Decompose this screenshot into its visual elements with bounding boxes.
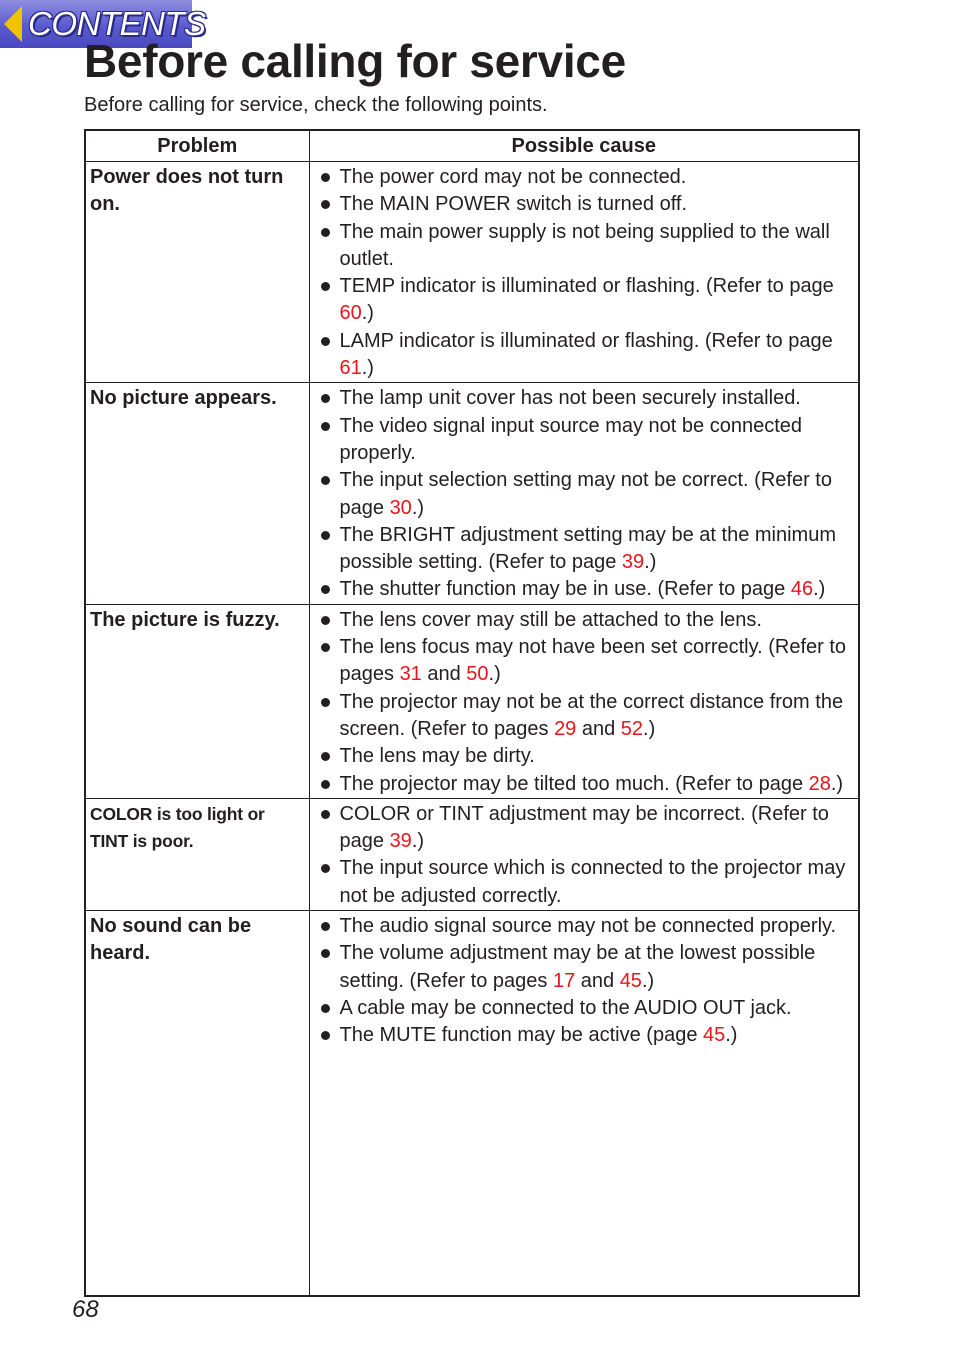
list-item [320, 743, 859, 770]
cause-list [320, 385, 859, 603]
cause-text-end: .) [643, 717, 656, 740]
problem-cell: No picture appears. [85, 383, 309, 604]
table-row [85, 162, 859, 383]
table-body [85, 162, 859, 1296]
table-row [85, 604, 859, 798]
cause-text: TEMP indicator is illuminated or flashing. (Refer to page [339, 275, 834, 298]
list-item [320, 467, 859, 522]
list-item [320, 1022, 859, 1049]
page-reference-link[interactable]: 29 [554, 717, 577, 740]
cause-text-end: .) [830, 772, 844, 795]
cause-text-end: .) [411, 496, 425, 519]
list-item [320, 273, 859, 328]
cause-text-end: .) [361, 357, 374, 380]
cause-list [320, 164, 859, 382]
page-reference-link[interactable]: 61 [339, 357, 362, 380]
page-reference-link[interactable]: 31 [399, 663, 422, 686]
problem-cell: Power does not turn on. [85, 162, 309, 383]
cause-text: The shutter function may be in use. (Refer to page [339, 578, 791, 601]
cause-text: The input source which is connected to the projector may not be adjusted correctly. [339, 857, 846, 907]
list-item [320, 385, 859, 412]
list-item [320, 219, 859, 274]
cause-text: COLOR or TINT adjustment may be incorrect. (Refer to page [339, 802, 829, 853]
cause-text: The power cord may not be connected. [339, 166, 687, 188]
list-item [320, 801, 859, 856]
list-item [320, 413, 859, 468]
cause-text-end: .) [361, 302, 374, 325]
table-header-row [85, 130, 859, 162]
cause-text-end: .) [644, 551, 657, 574]
list-item [320, 913, 859, 940]
page-subtitle: Before calling for service, check the following points. [84, 94, 548, 116]
possible-cause-cell [309, 162, 859, 383]
possible-cause-cell [309, 911, 859, 1296]
cause-text-end: .) [725, 1024, 738, 1047]
page-reference-link[interactable]: 17 [552, 969, 576, 992]
possible-cause-cell [309, 383, 859, 604]
left-arrow-icon [4, 6, 22, 42]
list-item [320, 771, 859, 798]
cause-text-end: .) [813, 578, 826, 601]
page-reference-link[interactable]: 52 [620, 717, 644, 740]
problem-cell: No sound can be heard. [85, 911, 309, 1296]
page-reference-link[interactable]: 30 [389, 496, 412, 519]
list-item [320, 607, 859, 634]
cause-text-connector: and [575, 969, 620, 992]
cause-text: The lens may be dirty. [339, 745, 535, 768]
cause-text-end: .) [641, 969, 655, 992]
cause-text: The main power supply is not being supplied to the wall outlet. [339, 220, 830, 270]
page-reference-link[interactable]: 46 [790, 578, 814, 601]
header-problem: Problem [85, 130, 309, 162]
cause-text: The volume adjustment may be at the lowest possible setting. (Refer to pages [339, 942, 816, 992]
list-item [320, 522, 859, 577]
cause-text: The lens focus may not have been set correctly. (Refer to pages [339, 636, 847, 686]
cause-list [320, 607, 859, 798]
cause-text: The input selection setting may not be correct. (Refer to page [339, 469, 832, 519]
possible-cause-cell [309, 798, 859, 910]
list-item [320, 940, 859, 995]
list-item [320, 328, 859, 383]
cause-text-end: .) [488, 663, 501, 686]
header-possible-cause: Possible cause [309, 130, 859, 162]
page-reference-link[interactable]: 45 [703, 1024, 726, 1047]
cause-text: A cable may be connected to the AUDIO OUT jack. [339, 996, 792, 1019]
contents-button-label: CONTENTS [28, 5, 206, 42]
list-item [320, 576, 859, 603]
list-item [320, 689, 859, 744]
page-reference-link[interactable]: 39 [621, 551, 645, 574]
problem-cell: COLOR is too light or TINT is poor. [85, 798, 309, 910]
cause-text: The audio signal source may not be connected properly. [339, 915, 837, 938]
cause-text: The projector may not be at the correct distance from the screen. (Refer to pages [339, 690, 844, 740]
table-row [85, 798, 859, 910]
list-item [320, 164, 859, 191]
table-row [85, 383, 859, 604]
cause-text-connector: and [576, 717, 621, 740]
cause-text: The MUTE function may be active (page [339, 1024, 703, 1047]
page-title: Before calling for service [84, 35, 626, 87]
list-item [320, 191, 859, 218]
list-item [320, 634, 859, 689]
page-reference-link[interactable]: 45 [619, 969, 642, 992]
page-number: 68 [72, 1296, 99, 1323]
cause-text: LAMP indicator is illuminated or flashing. (Refer to page [339, 329, 833, 352]
cause-text: The lamp unit cover has not been securely installed. [339, 387, 801, 410]
cause-text: The MAIN POWER switch is turned off. [339, 193, 688, 216]
cause-text: The projector may be tilted too much. (Refer to page [339, 772, 809, 795]
cause-list [320, 801, 859, 910]
page-reference-link[interactable]: 28 [808, 772, 831, 795]
page-reference-link[interactable]: 39 [389, 830, 412, 853]
cause-text-end: .) [411, 830, 425, 853]
cause-list [320, 913, 859, 1049]
cause-text: The BRIGHT adjustment setting may be at the minimum possible setting. (Refer to page [339, 523, 836, 574]
cause-text: The lens cover may still be attached to the lens. [339, 608, 762, 631]
possible-cause-cell [309, 604, 859, 798]
list-item [320, 995, 859, 1022]
page-reference-link[interactable]: 50 [466, 663, 489, 686]
troubleshooting-table [84, 129, 860, 1297]
table-row [85, 911, 859, 1296]
cause-text: The video signal input source may not be connected properly. [339, 414, 803, 464]
problem-cell: The picture is fuzzy. [85, 604, 309, 798]
cause-text-connector: and [421, 663, 467, 686]
list-item [320, 855, 859, 910]
page-reference-link[interactable]: 60 [339, 302, 362, 325]
